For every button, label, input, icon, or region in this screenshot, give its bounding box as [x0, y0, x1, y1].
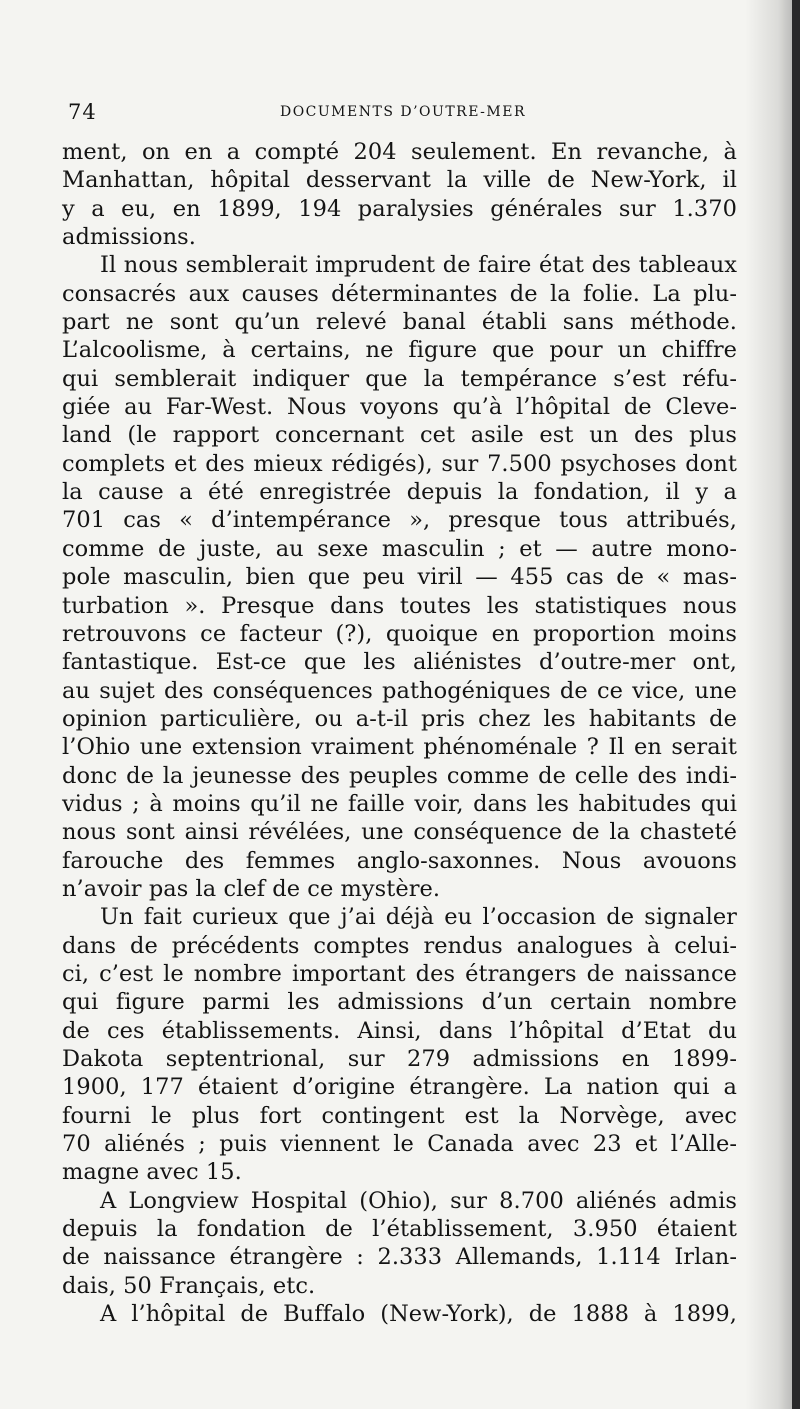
- text-line: 701 cas « d’intempérance », presque tous attribués,: [62, 507, 737, 534]
- text-line: qui figure parmi les admissions d’un certain nombre: [62, 989, 737, 1016]
- text-line: complets et des mieux rédigés), sur 7.500 psychoses dont: [62, 450, 737, 477]
- text-line: retrouvons ce facteur (?), quoique en proportion moins: [62, 620, 737, 647]
- paragraph-start-line: Un fait curieux que j’ai déjà eu l’occasion de signaler: [100, 904, 737, 931]
- text-line: consacrés aux causes déterminantes de la folie. La plu-: [62, 280, 737, 307]
- paragraph-start-line: A Longview Hospital (Ohio), sur 8.700 aliénés admis: [100, 1187, 737, 1214]
- text-line: giée au Far-West. Nous voyons qu’à l’hôpital de Cleve-: [62, 394, 737, 421]
- text-line: turbation ». Presque dans toutes les statistiques nous: [62, 592, 737, 619]
- text-line: Dakota septentrional, sur 279 admissions en 1899-: [62, 1046, 737, 1072]
- page-number: 74: [68, 100, 97, 124]
- running-title: DOCUMENTS D’OUTRE-MER: [279, 104, 527, 120]
- text-line: admissions.: [62, 224, 196, 251]
- text-line: dans de précédents comptes rendus analogues à celui-: [62, 932, 737, 959]
- text-line: opinion particulière, ou a-t-il pris chez les habitants de: [62, 705, 737, 732]
- text-line: n’avoir pas la clef de ce mystère.: [62, 875, 441, 902]
- text-line: nous sont ainsi révélées, une conséquence de la chasteté: [62, 819, 737, 846]
- text-line: la cause a été enregistrée depuis la fondation, il y a: [62, 479, 737, 506]
- text-line: de ces établissements. Ainsi, dans l’hôpital d’Etat du: [62, 1017, 737, 1044]
- text-line: land (le rapport concernant cet asile est un des plus: [62, 422, 737, 449]
- text-line: ci, c’est le nombre important des étrangers de naissance: [62, 960, 737, 987]
- text-line: part ne sont qu’un relevé banal établi sans méthode.: [62, 309, 737, 336]
- text-line: au sujet des conséquences pathogéniques de ce vice, une: [62, 677, 737, 704]
- text-line: pole masculin, bien que peu viril — 455 cas de « mas-: [62, 564, 737, 591]
- paragraph-start-line: Il nous semblerait imprudent de faire état des tableaux: [100, 252, 737, 279]
- text-line: dais, 50 Français, etc.: [62, 1272, 316, 1299]
- text-line: 1900, 177 étaient d’origine étrangère. La nation qui a: [62, 1074, 737, 1101]
- text-line: de naissance étrangère : 2.333 Allemands, 1.114 Irlan-: [62, 1244, 737, 1271]
- text-line: qui semblerait indiquer que la tempérance s’est réfu-: [62, 365, 737, 392]
- text-line: Manhattan, hôpital desservant la ville de New-York, il: [62, 167, 737, 194]
- text-line: farouche des femmes anglo-saxonnes. Nous avouons: [62, 847, 737, 874]
- page-header: [68, 100, 738, 130]
- text-line: y a eu, en 1899, 194 paralysies générales sur 1.370: [62, 195, 737, 222]
- text-line: fantastique. Est-ce que les aliénistes d’outre-mer ont,: [62, 649, 737, 676]
- body-text: [62, 138, 737, 1328]
- text-line: l’Ohio une extension vraiment phénoménale ? Il en serait: [62, 734, 737, 761]
- text-line: 70 aliénés ; puis viennent le Canada avec 23 et l’Alle-: [62, 1131, 737, 1158]
- text-line: L’alcoolisme, à certains, ne figure que pour un chiffre: [62, 337, 737, 364]
- paragraph-start-line: A l’hôpital de Buffalo (New-York), de 1888 à 1899,: [100, 1301, 737, 1328]
- text-line: depuis la fondation de l’établissement, 3.950 étaient: [62, 1216, 737, 1243]
- page-edge: [792, 0, 800, 1409]
- text-line: comme de juste, au sexe masculin ; et — autre mono-: [62, 535, 737, 562]
- text-line: vidus ; à moins qu’il ne faille voir, dans les habitudes qui: [62, 790, 737, 817]
- text-line: ment, on en a compté 204 seulement. En revanche, à: [62, 139, 737, 165]
- text-line: magne avec 15.: [62, 1159, 242, 1186]
- text-line: donc de la jeunesse des peuples comme de celle des indi-: [62, 762, 737, 789]
- text-line: fourni le plus fort contingent est la Norvège, avec: [62, 1102, 737, 1129]
